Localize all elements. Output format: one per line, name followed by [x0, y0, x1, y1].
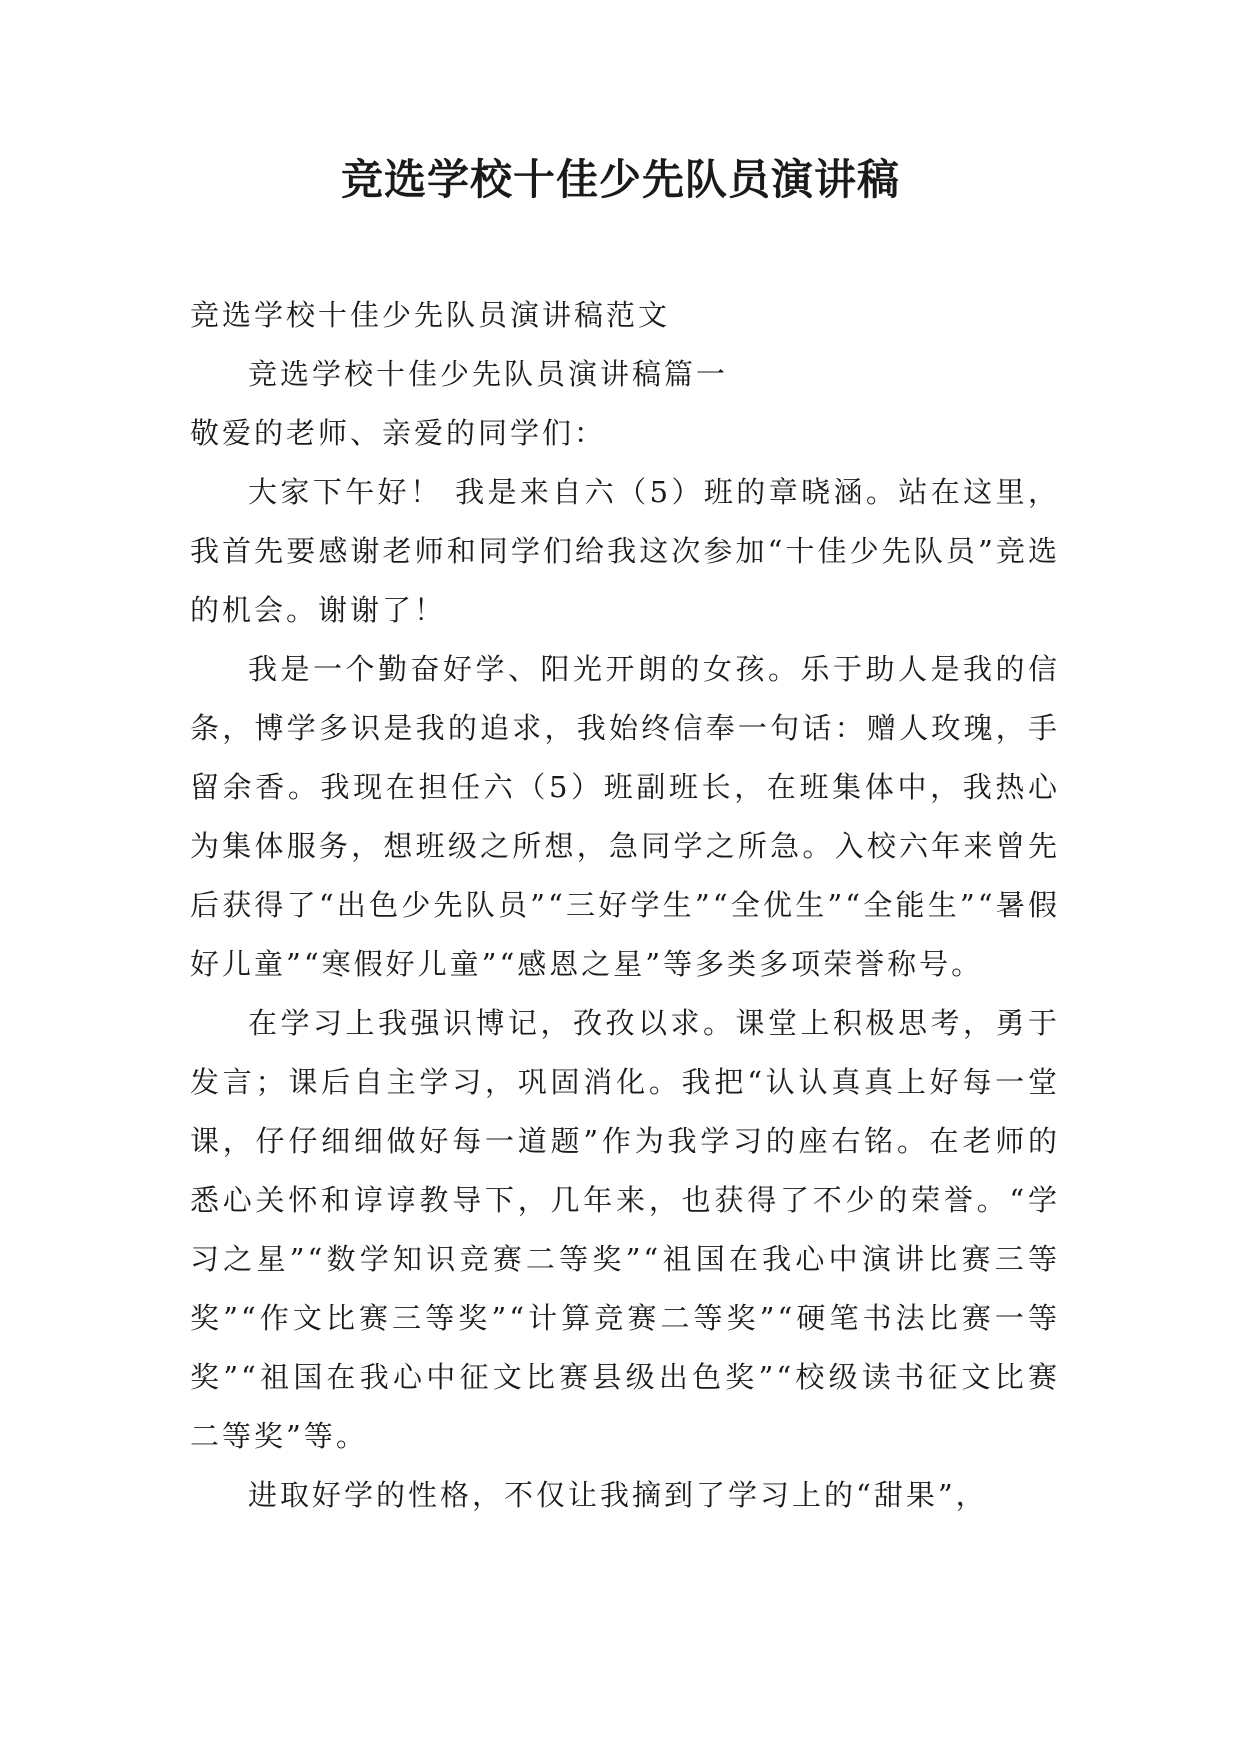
- document-title: 竞选学校十佳少先队员演讲稿: [340, 155, 900, 204]
- paragraph-2: 我是一个勤奋好学、阳光开朗的女孩。乐于助人是我的信条，博学多识是我的追求，我始终信奉一句话：赠人玫瑰，手留余香。我现在担任六（5）班副班长，在班集体中，我热心为集体服务，想班级之所想，急同学之所急。入校六年来曾先后获得了“出色少先队员”“三好学生”“全优生”“全能生”“暑假好儿童”“寒假好儿童”“感恩之星”等多类多项荣誉称号。: [190, 652, 1060, 981]
- section-heading: 竞选学校十佳少先队员演讲稿篇一: [248, 357, 729, 391]
- salutation: 敬爱的老师、亲爱的同学们：: [190, 416, 607, 450]
- document-body: [190, 286, 1060, 1525]
- document-subtitle: 竞选学校十佳少先队员演讲稿范文: [190, 298, 671, 332]
- paragraph-3: 在学习上我强识博记，孜孜以求。课堂上积极思考，勇于发言；课后自主学习，巩固消化。我把“认认真真上好每一堂课，仔仔细细做好每一道题”作为我学习的座右铭。在老师的悉心关怀和谆谆教导下，几年来，也获得了不少的荣誉。“学习之星”“数学知识竞赛二等奖”“祖国在我心中演讲比赛三等奖”“作文比赛三等奖”“计算竞赛二等奖”“硬笔书法比赛一等奖”“祖国在我心中征文比赛县级出色奖”“校级读书征文比赛二等奖”等。: [190, 1006, 1060, 1453]
- paragraph-1: 大家下午好！ 我是来自六（5）班的章晓涵。站在这里，我首先要感谢老师和同学们给我这次参加“十佳少先队员”竞选的机会。谢谢了！: [190, 475, 1060, 627]
- paragraph-4: 进取好学的性格，不仅让我摘到了学习上的“甜果”，: [248, 1478, 988, 1512]
